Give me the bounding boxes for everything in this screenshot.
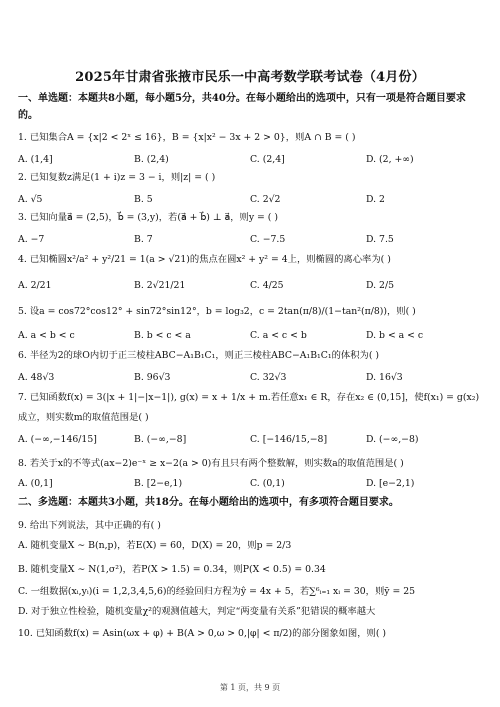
question-6-option-a[interactable]: A. 48√3 — [18, 372, 55, 383]
question-2-option-c[interactable]: C. 2√2 — [250, 194, 281, 205]
question-4-stem: 4. 已知椭圆x²/a² + y²/21 = 1(a > √21)的焦点在圆x² + y² = 4上，则椭圆的离心率为( ) — [18, 254, 391, 265]
question-2-option-a[interactable]: A. √5 — [18, 194, 43, 205]
question-2-option-d[interactable]: D. 2 — [366, 194, 385, 205]
question-1-option-c[interactable]: C. (2,4] — [250, 154, 285, 165]
question-7-option-b[interactable]: B. (−∞,−8] — [134, 434, 187, 445]
question-3-option-c[interactable]: C. −7.5 — [250, 234, 286, 245]
question-3-option-a[interactable]: A. −7 — [18, 234, 45, 245]
question-1-option-b[interactable]: B. (2,4) — [134, 154, 169, 165]
question-3-option-d[interactable]: D. 7.5 — [366, 234, 394, 245]
question-7-option-d[interactable]: D. (−∞,−8) — [366, 434, 419, 445]
question-7-options — [18, 434, 482, 446]
question-8-option-c[interactable]: C. (0,1) — [250, 478, 285, 489]
question-8-option-b[interactable]: B. [2−e,1) — [134, 478, 183, 489]
section-heading-line1: 一、单选题：本题共8小题，每小题5分，共40分。在每小题给出的选项中，只有一项是符合题目要求 — [18, 93, 466, 104]
question-5-stem: 5. 设a = cos72°cos12° + sin72°sin12°，b = log₃2，c = 2tan(π/8)/(1−tan²(π/8))，则( ) — [18, 306, 416, 317]
question-4-option-c[interactable]: C. 4/25 — [250, 280, 284, 291]
question-2-option-b[interactable]: B. 5 — [134, 194, 153, 205]
question-5-options — [18, 330, 482, 342]
question-4-option-d[interactable]: D. 2/5 — [366, 280, 394, 291]
question-6-option-c[interactable]: C. 32√3 — [250, 372, 287, 383]
question-2-stem: 2. 已知复数z满足(1 + i)z = 3 − i，则|z| = ( ) — [18, 172, 216, 183]
section-heading-single-choice — [18, 90, 482, 124]
question-8-option-a[interactable]: A. (0,1] — [18, 478, 53, 489]
question-5-option-c[interactable]: C. a < c < b — [250, 330, 307, 341]
question-9-option-a[interactable]: A. 随机变量X ∼ B(n,p)，若E(X) = 60，D(X) = 20，则p = 2/3 — [18, 540, 292, 551]
question-6-option-d[interactable]: D. 16√3 — [366, 372, 403, 383]
question-8-option-d[interactable]: D. [e−2,1) — [366, 478, 415, 489]
question-6-options — [18, 372, 482, 384]
question-3-stem: 3. 已知向量a⃗ = (2,5)，b⃗ = (3,y)，若(a⃗ + b⃗) ⊥ a⃗，则y = ( ) — [18, 212, 278, 223]
question-9-option-c[interactable]: C. 一组数据(xᵢ,yᵢ)(i = 1,2,3,4,5,6)的经验回归方程为ŷ = 4x + 5，若∑⁶ᵢ₌₁ xᵢ = 30，则ȳ = 25 — [18, 586, 416, 597]
question-1-options — [18, 154, 482, 166]
question-6-option-b[interactable]: B. 96√3 — [134, 372, 171, 383]
question-1-stem: 1. 已知集合A = {x|2 < 2ˣ ≤ 16}，B = {x|x² − 3x + 2 > 0}，则A ∩ B = ( ) — [18, 132, 356, 143]
question-7-stem: 7. 已知函数f(x) = 3(|x + 1|−|x−1|), g(x) = x + 1/x + m.若任意x₁ ∈ R，存在x₂ ∈ (0,15]，使f(x₁) = g(x₂) — [18, 392, 480, 403]
question-9-option-d[interactable]: D. 对于独立性检验，随机变量χ²的观测值越大，判定“两变量有关系”犯错误的概率越大 — [18, 606, 376, 617]
section-heading-multiple-choice: 二、多选题：本题共3小题，共18分。在每小题给出的选项中，有多项符合题目要求。 — [18, 497, 399, 508]
page-footer: 第 1 页，共 9 页 — [219, 683, 281, 692]
question-2-options — [18, 194, 482, 206]
question-6-stem: 6. 半径为2的球O内切于正三棱柱ABC−A₁B₁C₁，则正三棱柱ABC−A₁B₁C₁的体积为( ) — [18, 350, 380, 361]
question-8-options — [18, 478, 482, 490]
question-8-stem: 8. 若关于x的不等式(ax−2)e⁻ˣ ≥ x−2(a > 0)有且只有两个整数解，则实数a的取值范围是( ) — [18, 458, 404, 469]
question-3-option-b[interactable]: B. 7 — [134, 234, 153, 245]
question-7-option-c[interactable]: C. [−146/15,−8] — [250, 434, 328, 445]
question-4-option-a[interactable]: A. 2/21 — [18, 280, 52, 291]
question-4-option-b[interactable]: B. 2√21/21 — [134, 280, 186, 291]
section-heading-line2: 的。 — [18, 110, 38, 121]
question-3-options — [18, 234, 482, 246]
question-7-option-a[interactable]: A. (−∞,−146/15] — [18, 434, 97, 445]
question-4-options — [18, 280, 482, 292]
question-7-stem-continued: 成立，则实数m的取值范围是( ) — [18, 412, 149, 423]
question-5-option-d[interactable]: D. b < a < c — [366, 330, 424, 341]
question-1-option-d[interactable]: D. (2, +∞) — [366, 154, 414, 165]
page-title: 2025年甘肃省张掖市民乐一中高考数学联考试卷（4月份） — [75, 70, 425, 85]
question-9-option-b[interactable]: B. 随机变量X ∼ N(1,σ²)，若P(X > 1.5) = 0.34，则P(X < 0.5) = 0.34 — [18, 564, 326, 575]
question-10-stem: 10. 已知函数f(x) = Asin(ωx + φ) + B(A > 0,ω > 0,|φ| < π/2)的部分图象如图，则( ) — [18, 628, 387, 639]
question-9-stem: 9. 给出下列说法，其中正确的有( ) — [18, 520, 161, 531]
question-5-option-b[interactable]: B. b < c < a — [134, 330, 191, 341]
question-1-option-a[interactable]: A. (1,4] — [18, 154, 53, 165]
question-5-option-a[interactable]: A. a < b < c — [18, 330, 75, 341]
